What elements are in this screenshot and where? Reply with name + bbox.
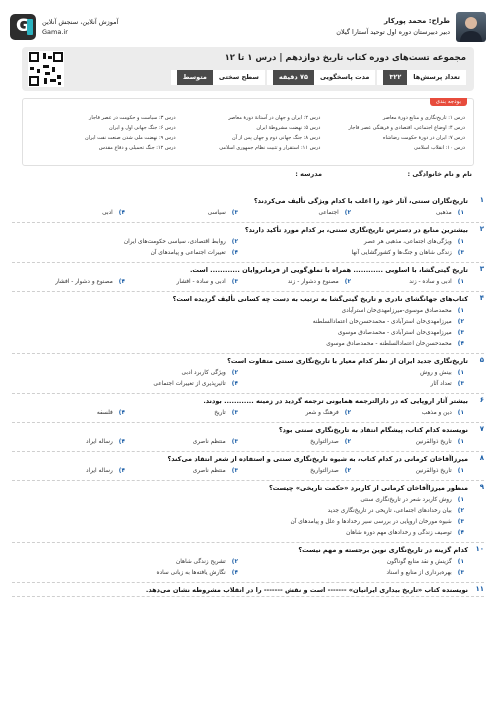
option-group xyxy=(12,367,468,393)
question-text: نویسنده کدام کتاب، پیشگام انتقاد به تاریخ‌نگاری سنتی بود؟ xyxy=(278,426,468,434)
option-number: ۱) xyxy=(457,370,464,376)
question-item xyxy=(12,396,484,423)
student-name-label: نام و نام خانوادگی : xyxy=(407,170,472,178)
option-number: ۴) xyxy=(231,250,238,256)
answer-option[interactable] xyxy=(12,277,125,288)
option-text: ویژگی کاربرد ادبی xyxy=(181,370,226,376)
question-text: بیشتر آثار اروپایی که در دارالترجمه همایونی ترجمه گردید در زمینه ............ بودند. xyxy=(203,397,468,405)
answer-option[interactable] xyxy=(351,466,464,477)
option-text: اجتماعی xyxy=(318,210,339,216)
topic-item: درس ۵: نهضت مشروطهٔ ایران xyxy=(256,125,321,131)
answer-option[interactable] xyxy=(351,437,464,448)
option-number: ۲) xyxy=(457,508,464,514)
topic-item: درس ۱۰: انقلاب اسلامی xyxy=(414,145,465,151)
option-number: ۱) xyxy=(457,439,464,445)
option-text: شیوه مورخان اروپایی در بررسی سیر رخدادها و علل و پیامدهای آن xyxy=(290,519,452,525)
question-number: ۱۰ xyxy=(475,545,484,553)
answer-option[interactable] xyxy=(12,437,125,448)
option-group xyxy=(12,207,468,222)
option-number: ۴) xyxy=(457,341,464,347)
option-number: ۲) xyxy=(344,279,351,285)
option-text: تغییرات اجتماعی و پیامدهای آن xyxy=(150,250,226,256)
answer-option[interactable] xyxy=(125,208,238,219)
answer-option[interactable] xyxy=(12,506,464,517)
option-number: ۱) xyxy=(457,210,464,216)
option-text: روابط اقتصادی، سیاسی حکومت‌های ایران xyxy=(123,239,226,245)
option-group xyxy=(12,407,468,422)
option-number: ۳) xyxy=(231,439,238,445)
time-stat xyxy=(267,70,375,85)
page-title: مجموعه تست‌های دوره کتاب تاریخ دوازدهم | درس ۱ تا ۱۲ xyxy=(224,53,466,63)
option-number: ۴) xyxy=(231,570,238,576)
author-block xyxy=(336,12,486,42)
question-text: نویسنده کتاب «تاریخ بیداری ایرانیان» ------- است و نقش ------- را در انقلاب مشروطه نشان می‌دهد. xyxy=(145,586,468,594)
option-number: ۲) xyxy=(231,559,238,565)
option-text: روش کاربرد شعر در تاریخ‌نگاری سنتی xyxy=(360,497,452,503)
answer-option[interactable] xyxy=(12,408,125,419)
option-text: بهره‌برداری از منابع و اسناد xyxy=(386,570,452,576)
option-text: نگارش یافته‌ها به زبانی ساده xyxy=(156,570,226,576)
brand-block[interactable] xyxy=(10,14,118,40)
option-text: میرزامهدی‌خان استرآبادی - محمدحسن‌خان اعتمادالسلطنه xyxy=(312,319,452,325)
question-number: ۵ xyxy=(479,356,484,364)
topics-label: بودجه بندی xyxy=(430,98,467,106)
topic-item: درس ۷: ایران در دورهٔ حکومت رضاشاه xyxy=(382,135,465,141)
author-avatar xyxy=(456,12,486,42)
option-number: ۱) xyxy=(457,497,464,503)
brand-url[interactable]: Gama.ir xyxy=(42,28,68,36)
exam-stats xyxy=(169,70,466,85)
option-text: منتظم ناصری xyxy=(192,468,226,474)
option-text: تاریخ ذوالقرنین xyxy=(415,439,452,445)
option-text: تعداد آثار xyxy=(430,381,452,387)
option-number: ۳) xyxy=(457,570,464,576)
answer-option[interactable] xyxy=(12,568,238,579)
option-text: محمدحسن‌خان اعتمادالسلطنه - محمدصادق موسوی xyxy=(326,341,452,347)
question-item xyxy=(12,454,484,481)
option-text: ادبی و ساده - زند xyxy=(409,279,452,285)
answer-option[interactable] xyxy=(12,466,125,477)
answer-option[interactable] xyxy=(12,368,238,379)
option-number: ۴) xyxy=(231,381,238,387)
gama-logo-icon xyxy=(10,14,36,40)
option-text: رساله ایراد xyxy=(86,439,113,445)
option-number: ۴) xyxy=(118,279,125,285)
question-item xyxy=(12,225,484,263)
question-item xyxy=(12,294,484,354)
answer-option[interactable] xyxy=(12,328,464,339)
option-number: ۴) xyxy=(118,410,125,416)
option-text: توصیف زندگی و رخدادهای مهم دوره شاهان xyxy=(346,530,452,536)
question-text: کتاب‌های جهانگشای نادری و تاریخ گیتی‌گشا به ترتیب به دست چه کسانی تألیف گردیده است؟ xyxy=(172,295,468,303)
answer-option[interactable] xyxy=(12,208,125,219)
answer-option[interactable] xyxy=(238,277,351,288)
question-count-label: تعداد پرسش‌ها xyxy=(413,73,460,81)
answer-option[interactable] xyxy=(238,379,464,390)
answer-option[interactable] xyxy=(12,317,464,328)
difficulty-label: سطح سختی xyxy=(218,73,259,81)
option-group xyxy=(12,305,468,353)
option-text: تاریخ ذوالقرنین xyxy=(415,468,452,474)
title-panel xyxy=(22,47,474,91)
question-text: منظور میرزاآقاخان کرمانی از کاربرد «حکمت تاریخی» چیست؟ xyxy=(268,484,468,492)
time-value: ۷۵ دقیقه xyxy=(273,70,314,85)
option-group xyxy=(12,494,468,542)
question-item xyxy=(12,196,484,223)
answer-option[interactable] xyxy=(12,306,464,317)
question-item xyxy=(12,483,484,543)
answer-option[interactable] xyxy=(12,379,238,390)
answer-option[interactable] xyxy=(238,208,351,219)
option-number: ۱) xyxy=(457,308,464,314)
option-text: منتظم ناصری xyxy=(192,439,226,445)
topic-item: درس ۸: جنگ جهانی دوم و جهان پس از آن xyxy=(231,135,321,141)
question-text: میرزاآقاخان کرمانی در کدام کتاب، به شیوه تاریخ‌نگاری سنتی و استفاده از شعر انتقاد می‌کند؟ xyxy=(167,455,468,463)
option-text: فرهنگ و شعر xyxy=(305,410,339,416)
option-text: میرزامهدی‌خان استرآبادی - محمدصادق موسوی xyxy=(337,330,452,336)
option-number: ۴) xyxy=(118,210,125,216)
option-number: ۳) xyxy=(457,519,464,525)
author-name: طراح: محمد پورکار xyxy=(384,17,450,25)
answer-option[interactable] xyxy=(238,568,464,579)
option-group xyxy=(12,236,468,262)
option-text: تشریح زندگی شاهان xyxy=(176,559,226,565)
question-number: ۱۱ xyxy=(475,585,484,593)
question-number: ۲ xyxy=(479,225,484,233)
option-text: صدرالتواریخ xyxy=(310,468,339,474)
author-title: دبیر دبیرستان دوره اول توحید آستارا گیلان xyxy=(336,28,450,36)
question-number: ۳ xyxy=(479,265,484,273)
answer-option[interactable] xyxy=(125,466,238,477)
option-number: ۲) xyxy=(344,210,351,216)
answer-option[interactable] xyxy=(125,408,238,419)
option-number: ۳) xyxy=(231,279,238,285)
option-text: رساله ایراد xyxy=(86,468,113,474)
option-number: ۱) xyxy=(457,239,464,245)
student-info-row xyxy=(24,170,472,178)
topic-item: درس ۲: ایران و جهان در آستانهٔ دورهٔ معاصر xyxy=(228,115,321,121)
answer-option[interactable] xyxy=(12,528,464,539)
option-number: ۲) xyxy=(344,468,351,474)
option-number: ۳) xyxy=(231,210,238,216)
question-item xyxy=(12,356,484,394)
topic-item: درس ۱۱: استقرار و تثبیت نظام جمهوری اسلامی xyxy=(219,145,321,151)
answer-option[interactable] xyxy=(125,437,238,448)
difficulty-stat xyxy=(171,70,265,85)
question-text: کدام گزینه در تاریخ‌نگاری نوین برجسته و مهم نیست؟ xyxy=(298,546,468,554)
option-text: ویژگی‌های اجتماعی، مذهبی هر عصر xyxy=(363,239,452,245)
answer-option[interactable] xyxy=(351,277,464,288)
answer-option[interactable] xyxy=(125,277,238,288)
answer-option[interactable] xyxy=(351,408,464,419)
question-count xyxy=(377,70,466,85)
question-number: ۱ xyxy=(479,196,484,204)
option-text: تاثیرپذیری از تغییرات اجتماعی xyxy=(153,381,226,387)
option-text: سیاسی xyxy=(207,210,226,216)
option-text: تاریخ xyxy=(214,410,226,416)
question-number: ۸ xyxy=(479,454,484,462)
question-number: ۷ xyxy=(479,425,484,433)
brand-tagline: آموزش آنلاین، سنجش آنلاین xyxy=(42,18,119,26)
topic-item: درس ۳: سیاست و حکومت در عصر قاجار xyxy=(89,115,176,121)
option-group xyxy=(12,556,468,582)
option-number: ۳) xyxy=(457,330,464,336)
answer-option[interactable] xyxy=(12,237,238,248)
option-text: گزینش و نقد منابع گوناگون xyxy=(386,559,452,565)
answer-option[interactable] xyxy=(238,466,351,477)
option-number: ۴) xyxy=(118,468,125,474)
answer-option[interactable] xyxy=(12,557,238,568)
answer-option[interactable] xyxy=(351,208,464,219)
option-number: ۳) xyxy=(457,381,464,387)
option-number: ۱) xyxy=(457,410,464,416)
question-number: ۹ xyxy=(479,483,484,491)
answer-option[interactable] xyxy=(12,495,464,506)
option-text: دین و مذهب xyxy=(421,410,452,416)
option-number: ۳) xyxy=(231,410,238,416)
school-label: مدرسه : xyxy=(295,170,322,178)
topics-panel xyxy=(22,98,474,166)
question-item xyxy=(12,585,484,597)
option-text: مذهبی xyxy=(436,210,452,216)
time-label: مدت پاسخگویی xyxy=(319,73,370,81)
option-group xyxy=(12,436,468,451)
option-text: بینش و روش xyxy=(420,370,452,376)
option-number: ۴) xyxy=(457,530,464,536)
answer-option[interactable] xyxy=(12,339,464,350)
question-text: تاریخ گیتی‌گشا، با اسلوبی ............ همراه با تملق‌گویی از فرمانروایان ............ است. xyxy=(189,266,468,274)
topic-item: درس ۱۲: جنگ تحمیلی و دفاع مقدس xyxy=(98,145,176,151)
difficulty-value: متوسط xyxy=(177,70,213,85)
option-number: ۴) xyxy=(118,439,125,445)
answer-option[interactable] xyxy=(238,237,464,248)
question-item xyxy=(12,265,484,292)
answer-option[interactable] xyxy=(12,248,238,259)
option-number: ۲) xyxy=(344,439,351,445)
question-text: بیشترین منابع در دسترس تاریخ‌نگاری سنتی، بر کدام مورد تأکید دارند؟ xyxy=(244,226,468,234)
option-text: بیان رخدادهای اجتماعی، تاریخی در تاریخ‌نگاری جدید xyxy=(327,508,452,514)
topic-item: درس ۴: اوضاع اجتماعی، اقتصادی و فرهنگی عصر قاجار xyxy=(348,125,465,131)
option-text: مصنوع و دشوار - افشار xyxy=(55,279,113,285)
option-text: زندگی شاهان و جنگ‌ها و کشورگشایی آنها xyxy=(351,250,452,256)
question-text: تاریخ‌نگاری جدید ایران از نظر کدام معیار با تاریخ‌نگاری سنتی متفاوت است؟ xyxy=(227,357,468,365)
question-item xyxy=(12,425,484,452)
option-number: ۱) xyxy=(457,559,464,565)
answer-option[interactable] xyxy=(238,368,464,379)
option-text: ادبی xyxy=(102,210,113,216)
option-number: ۲) xyxy=(231,239,238,245)
question-number: ۶ xyxy=(479,396,484,404)
answer-option[interactable] xyxy=(12,517,464,528)
answer-option[interactable] xyxy=(238,248,464,259)
qr-code-icon[interactable] xyxy=(28,51,64,87)
option-text: مصنوع و دشوار - زند xyxy=(287,279,339,285)
question-number: ۴ xyxy=(479,294,484,302)
answer-option[interactable] xyxy=(238,557,464,568)
option-group xyxy=(12,276,468,291)
question-text: تاریخ‌نگاران سنتی، آثار خود را اغلب با کدام ویژگی تألیف می‌کردند؟ xyxy=(253,197,468,205)
option-number: ۳) xyxy=(457,250,464,256)
option-text: محمدصادق موسوی-میرزامهدی‌خان استرآبادی xyxy=(341,308,452,314)
option-number: ۲) xyxy=(344,410,351,416)
option-text: فلسفه xyxy=(96,410,113,416)
answer-option[interactable] xyxy=(238,437,351,448)
option-text: صدرالتواریخ xyxy=(310,439,339,445)
question-count-value: ۳۲۲ xyxy=(383,70,407,85)
option-text: ادبی و ساده - افشار xyxy=(176,279,226,285)
option-number: ۲) xyxy=(231,370,238,376)
option-group xyxy=(12,465,468,480)
topic-item: درس ۹: نهضت ملی شدن صنعت نفت ایران xyxy=(84,135,176,141)
answer-option[interactable] xyxy=(238,408,351,419)
option-number: ۱) xyxy=(457,468,464,474)
topic-item: درس ۶: جنگ جهانی اول و ایران xyxy=(109,125,176,131)
page-header xyxy=(10,10,486,44)
option-number: ۱) xyxy=(457,279,464,285)
question-item xyxy=(12,545,484,583)
question-list xyxy=(12,196,484,599)
option-number: ۲) xyxy=(457,319,464,325)
topic-item: درس ۱: تاریخ‌نگاری و منابع دورهٔ معاصر xyxy=(382,115,465,121)
option-number: ۳) xyxy=(231,468,238,474)
topic-grid xyxy=(31,115,465,151)
